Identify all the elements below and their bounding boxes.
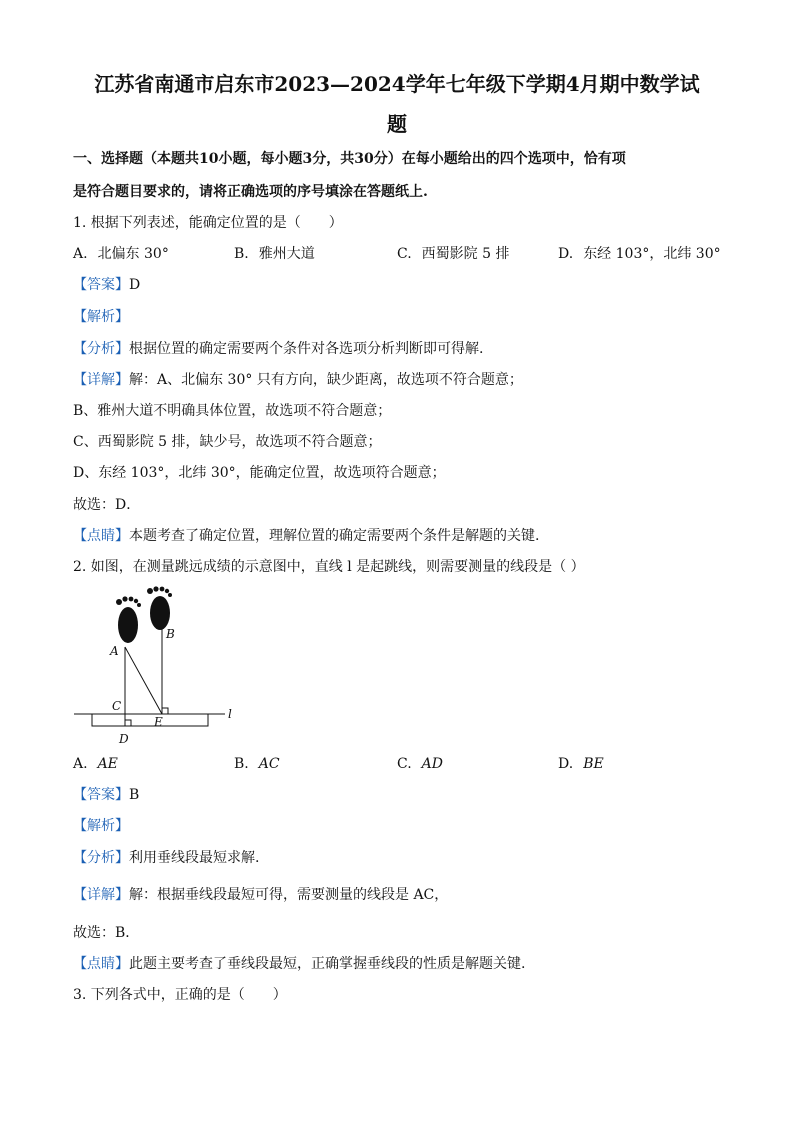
label-b: B (166, 627, 175, 641)
dianjing-tag: 【点睛】 (73, 956, 129, 972)
q3-stem: 3. 下列各式中，正确的是（ ） (73, 987, 287, 1003)
q1-xiangjie-3: C、西蜀影院 5 排，缺少号，故选项不符合题意； (73, 434, 382, 450)
dianjing-text: 本题考查了确定位置，理解位置的确定需要两个条件是解题的关键. (129, 528, 540, 544)
xiangjie-tag: 【详解】 (73, 887, 129, 903)
q1-stem: 1. 根据下列表述，能确定位置的是（ ） (73, 215, 343, 231)
q2-option-c (397, 755, 443, 773)
option-text: 北偏东 30° (97, 246, 169, 262)
q1-option-d (558, 245, 721, 263)
option-letter: A. (73, 756, 88, 772)
q1-option-a (73, 245, 169, 263)
option-letter: D. (558, 246, 574, 262)
right-footprint-icon (147, 586, 172, 630)
q1-xiangjie-1 (73, 371, 523, 389)
q1-answer (73, 276, 140, 294)
option-text: 西蜀影院 5 排 (421, 246, 510, 262)
option-text: AD (421, 756, 444, 772)
q1-xiangjie-4: D、东经 103°，北纬 30°，能确定位置，故选项符合题意； (73, 465, 446, 481)
section-header-2: 是符合题目要求的，请将正确选项的序号填涂在答题纸上. (73, 184, 428, 200)
q2-answer (73, 786, 139, 804)
q1-option-b (234, 245, 315, 263)
section-header-1: 一、选择题（本题共10小题，每小题3分，共30分）在每小题给出的四个选项中，恰有项 (73, 151, 626, 167)
q1-dianjing (73, 527, 539, 545)
option-text: AC (258, 756, 280, 772)
option-text: AE (97, 756, 118, 772)
option-letter: A. (73, 246, 88, 262)
q2-stem: 2. 如图，在测量跳远成绩的示意图中，直线 l 是起跳线，则需要测量的线段是（ ） (73, 559, 585, 575)
left-footprint-icon (116, 596, 141, 643)
long-jump-figure (70, 585, 250, 750)
q2-option-b (234, 755, 280, 773)
q2-option-d (558, 755, 604, 773)
segment-ae (125, 647, 162, 714)
dianjing-tag: 【点睛】 (73, 528, 129, 544)
landing-box (92, 714, 208, 726)
label-c: C (112, 699, 122, 713)
q1-jiexi: 【解析】 (73, 309, 129, 325)
option-letter: C. (397, 246, 412, 262)
option-text: 东经 103°，北纬 30° (583, 246, 721, 262)
dianjing-text: 此题主要考查了垂线段最短，正确掌握垂线段的性质是解题关键. (129, 956, 526, 972)
label-l: l (228, 707, 232, 721)
xiangjie-tag: 【详解】 (73, 372, 129, 388)
q1-xiangjie-2: B、雅州大道不明确具体位置，故选项不符合题意； (73, 403, 392, 419)
q2-fenxi (73, 849, 259, 867)
q1-fenxi (73, 340, 483, 358)
answer-tag: 【答案】 (73, 787, 129, 803)
label-e: E (154, 715, 163, 729)
q2-xiangjie (73, 886, 448, 904)
q1-guxuan: 故选：D． (73, 497, 141, 513)
right-angle-mark-e (162, 708, 168, 714)
fenxi-tag: 【分析】 (73, 850, 129, 866)
option-letter: B. (234, 756, 249, 772)
q2-dianjing (73, 955, 525, 973)
answer-tag: 【答案】 (73, 277, 129, 293)
label-d: D (119, 732, 129, 746)
option-letter: D. (558, 756, 574, 772)
option-text: 雅州大道 (258, 246, 315, 262)
q2-option-a (73, 755, 118, 773)
xiangjie-text: 解：A、北偏东 30° 只有方向，缺少距离，故选项不符合题意； (129, 372, 523, 388)
option-text: BE (583, 756, 604, 772)
right-angle-mark-d (125, 720, 131, 726)
answer-value: B (129, 787, 140, 803)
answer-value: D (129, 277, 141, 293)
label-a: A (110, 644, 119, 658)
option-letter: B. (234, 246, 249, 262)
q2-guxuan: 故选：B． (73, 925, 140, 941)
fenxi-text: 利用垂线段最短求解. (129, 850, 260, 866)
q2-jiexi: 【解析】 (73, 818, 129, 834)
page-title-line1: 江苏省南通市启东市2023—2024学年七年级下学期4月期中数学试 (94, 72, 700, 96)
fenxi-tag: 【分析】 (73, 341, 129, 357)
xiangjie-text: 解：根据垂线段最短可得，需要测量的线段是 AC， (129, 887, 449, 903)
fenxi-text: 根据位置的确定需要两个条件对各选项分析判断即可得解. (129, 341, 484, 357)
page-title-line2: 题 (387, 112, 407, 136)
option-letter: C. (397, 756, 412, 772)
q1-option-c (397, 245, 509, 263)
